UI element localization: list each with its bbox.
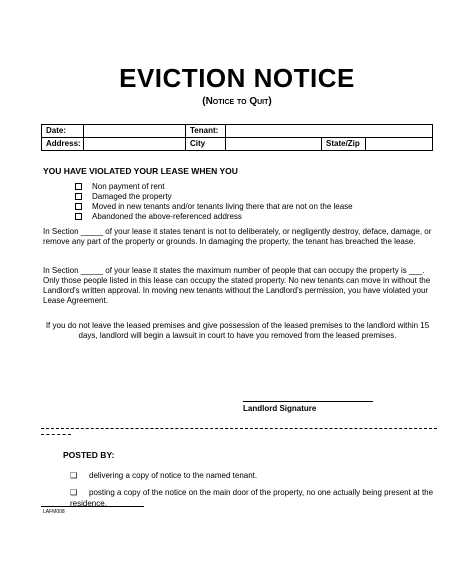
violation-item-label: Moved in new tenants and/or tenants living there that are not on the lease <box>92 201 353 211</box>
list-item <box>75 191 353 201</box>
date-field[interactable] <box>84 125 186 138</box>
city-field[interactable] <box>226 138 322 151</box>
violation-checklist <box>75 181 353 221</box>
state-zip-field[interactable] <box>366 138 433 151</box>
option-label: delivering a copy of notice to the named tenant. <box>89 471 258 480</box>
option-label: posting a copy of the notice on the main door of the property, no one actually being present at the residence. <box>70 488 434 508</box>
violation-item-label: Abandoned the above-referenced address <box>92 211 242 221</box>
address-field[interactable] <box>84 138 186 151</box>
list-item <box>75 211 353 221</box>
warning-paragraph: If you do not leave the leased premises and give possession of the leased premises to the landlord within 15 days, landlord will begin a lawsuit in court to have you removed from the leased premises. <box>45 321 430 340</box>
signature-label: Landlord Signature <box>243 404 317 413</box>
checkbox[interactable] <box>75 203 82 210</box>
table-row <box>42 138 433 151</box>
state-zip-label: State/Zip <box>322 138 366 151</box>
tenant-info-table <box>41 124 433 151</box>
checkbox[interactable] <box>75 193 82 200</box>
cut-divider-short <box>41 434 71 435</box>
checkbox[interactable] <box>75 213 82 220</box>
posting-option-delivery <box>70 471 257 480</box>
document-subtitle <box>0 96 474 108</box>
posted-by-heading: POSTED BY: <box>63 450 115 460</box>
form-code: LAFM008 <box>43 509 65 515</box>
table-row <box>42 125 433 138</box>
date-label: Date: <box>42 125 84 138</box>
checkbox-icon[interactable]: ❏ <box>70 488 78 497</box>
address-label: Address: <box>42 138 84 151</box>
tenant-label: Tenant: <box>186 125 226 138</box>
violation-heading: YOU HAVE VIOLATED YOUR LEASE WHEN YOU <box>43 166 238 176</box>
signature-line[interactable] <box>243 401 373 402</box>
document-title: EVICTION NOTICE <box>119 63 355 93</box>
subtitle-close: ) <box>268 96 272 107</box>
footer-line <box>41 506 144 507</box>
list-item <box>75 181 353 191</box>
violation-item-label: Non payment of rent <box>92 181 165 191</box>
cut-divider <box>41 428 437 429</box>
section-occupancy-paragraph: In Section _____ of your lease it states the maximum number of people that can occupy the property is ___. Only those people listed in this lease can occupy the stated property. No new tenants can move in without the Landlord's written approval. In moving new tenants without the Landlord's permission, you have violated your Lease Agreement. <box>43 266 431 305</box>
subtitle-open: ( <box>202 96 206 107</box>
subtitle-text: Notice to Quit <box>205 96 269 107</box>
checkbox[interactable] <box>75 183 82 190</box>
city-label: City <box>186 138 226 151</box>
violation-item-label: Damaged the property <box>92 191 172 201</box>
list-item <box>75 201 353 211</box>
section-damage-paragraph: In Section _____ of your lease it states tenant is not to deliberately, or negligently destroy, deface, damage, or remove any part of the property or grounds. In damaging the property, the tenant has breached the lease. <box>43 227 432 246</box>
checkbox-icon[interactable]: ❏ <box>70 471 78 480</box>
tenant-field[interactable] <box>226 125 433 138</box>
